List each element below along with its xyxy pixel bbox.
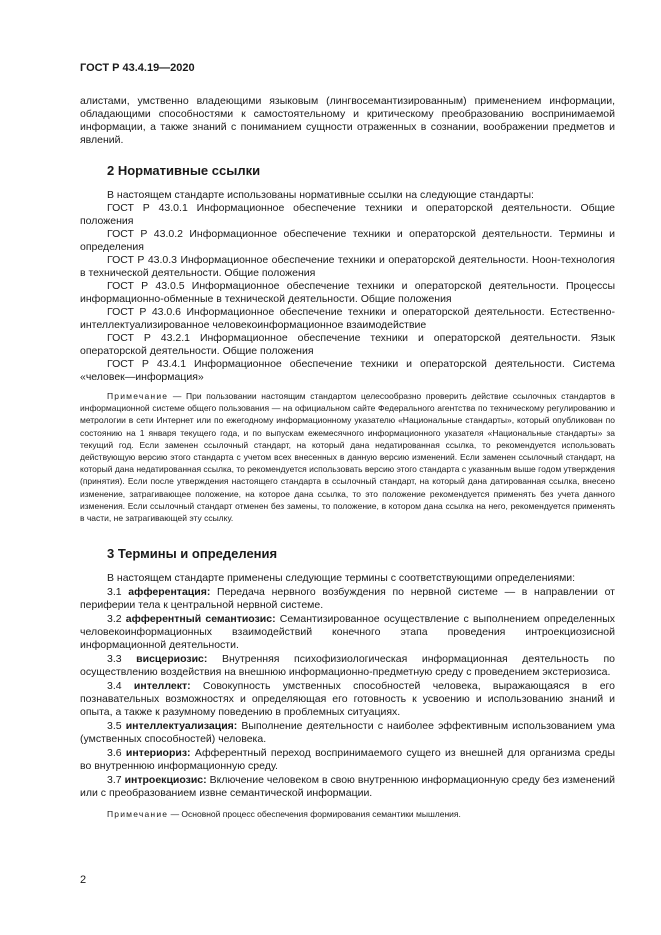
term-entry [80,586,615,612]
term-number: 3.2 [107,613,126,626]
reference-item: ГОСТ Р 43.0.1 Информационное обеспечение техники и операторской деятельности. Общие положения [80,202,615,227]
term-number: 3.5 [107,720,126,733]
document-header: ГОСТ Р 43.4.19—2020 [80,62,195,74]
section-3-lead: В настоящем стандарте применены следующие термины с соответствующими определениями: [107,572,576,585]
page-number: 2 [80,874,87,886]
term-name: интеллектуализация: [125,720,238,733]
reference-item: ГОСТ Р 43.0.3 Информационное обеспечение техники и операторской деятельности. Ноон-технология в технической деятельности. Общие положения [80,254,615,279]
reference-item: ГОСТ Р 43.0.6 Информационное обеспечение техники и операторской деятельности. Естественно-интеллектуализированное человекоинформационное взаимодействие [80,306,615,331]
term-entry [80,774,615,800]
section-3-title: 3 Термины и определения [107,546,278,562]
term-definition: Включение человеком в свою внутреннюю информационную среду без изменений или с преобразованием извне семантической информации. [80,774,616,800]
term-definition: Афферентный переход воспринимаемого сущего из внешней для организма среды во внутреннюю информационную среду. [80,747,615,773]
term-name: интериориз: [125,747,191,760]
reference-item: ГОСТ Р 43.2.1 Информационное обеспечение техники и операторской деятельности. Язык операторской деятельности. Общие положения [80,332,615,357]
reference-item: ГОСТ Р 43.4.1 Информационное обеспечение техники и операторской деятельности. Система «человек—информация» [80,358,615,383]
term-name: афферентный семантиозис: [125,613,276,626]
term-definition: Совокупность умственных способностей человека, выражающаяся в его познавательных возможностях и определяющая его готовность к усвоению и использованию знаний и опыта, а также к разумному поведению в проблемных ситуациях. [80,680,615,719]
section-2-title: 2 Нормативные ссылки [107,163,261,178]
term-number: 3.7 [107,774,125,787]
term-entry [80,653,615,679]
term-number: 3.1 [107,586,129,599]
term-definition: Внутренняя психофизиологическая информационная деятельность по осуществлению воздействия на внешнюю информационно-предметную среду с проведением экстериозиса. [80,653,615,679]
section-2-note [80,390,615,524]
term-name: интроекциозис: [124,774,207,787]
term-name: висцериозис: [136,653,208,666]
reference-item: ГОСТ Р 43.0.5 Информационное обеспечение техники и операторской деятельности. Процессы информационно-обменные в технической деятельности. Общие положения [80,280,615,305]
term-entry [80,747,615,773]
note-text: — При пользовании настоящим стандартом целесообразно проверить действие ссылочных стандартов в информационной системе общего пользования — на официальном сайте Федерального агентства по техническому регулированию и метрологии в сети Интернет или по ежегодному информационному указателю «Национальные стандарты», который опубликован по состоянию на 1 января текущего года, и по выпускам ежемесячного информационного указателя «Национальные стандарты» за текущий год. Если заменен ссылочный стандарт, на который дана недатированная ссылка, то рекомендуется использовать действующую версию этого стандарта с учетом всех внесенных в данную версию изменений. Если заменен ссылочный стандарт, на который дана недатированная ссылка, то рекомендуется использовать версию этого стандарта с указанным выше годом утверждения (принятия). Если после утверждения настоящего стандарта в ссылочный стандарт, на который дана датированная ссылка, внесено изменение, затрагивающее положение, на которое дана ссылка, то это положение рекомендуется применять без учета данного изменения. Если ссылочный стандарт отменен без замены, то положение, в котором дана ссылка на него, рекомендуется применять в части, не затрагивающей эту ссылку. [80,391,615,524]
term-definition: Семантизированное осуществление с выполнением определенных человекоинформационных взаимодействий конечного этапа проведения интроекциозисной информационной деятельности. [80,613,615,652]
term-name: интеллект: [133,680,191,693]
term-name: афферентация: [128,586,211,599]
note-label: Примечание [107,391,169,401]
reference-item: ГОСТ Р 43.0.2 Информационное обеспечение техники и операторской деятельности. Термины и определения [80,228,615,253]
section-2-lead: В настоящем стандарте использованы нормативные ссылки на следующие стандарты: [107,189,534,201]
term-number: 3.6 [107,747,126,760]
page-content [80,95,615,820]
term-definition: Выполнение деятельности с наиболее эффективным использованием ума (умственных способностей) человека. [80,720,616,746]
section-3-note [80,808,615,820]
note-label: Примечание [107,809,169,820]
term-entry [80,613,615,652]
term-entry [80,720,615,746]
intro-paragraph: алистами, умственно владеющими языковым (лингвосемантизированным) применением информации, обладающими способностями к самостоятельному и критическому преобразованию воспринимаемой информации, а также знаний с пониманием сущности отраженных в сознании, воображении предметов и явлений. [80,95,615,146]
term-number: 3.4 [107,680,134,693]
term-entry [80,680,615,719]
term-definition: Передача нервного возбуждения по нервной системе — в направлении от периферии тела к центральной нервной системе. [80,586,615,612]
note-text: — Основной процесс обеспечения формирования семантики мышления. [168,809,461,820]
term-number: 3.3 [107,653,137,666]
